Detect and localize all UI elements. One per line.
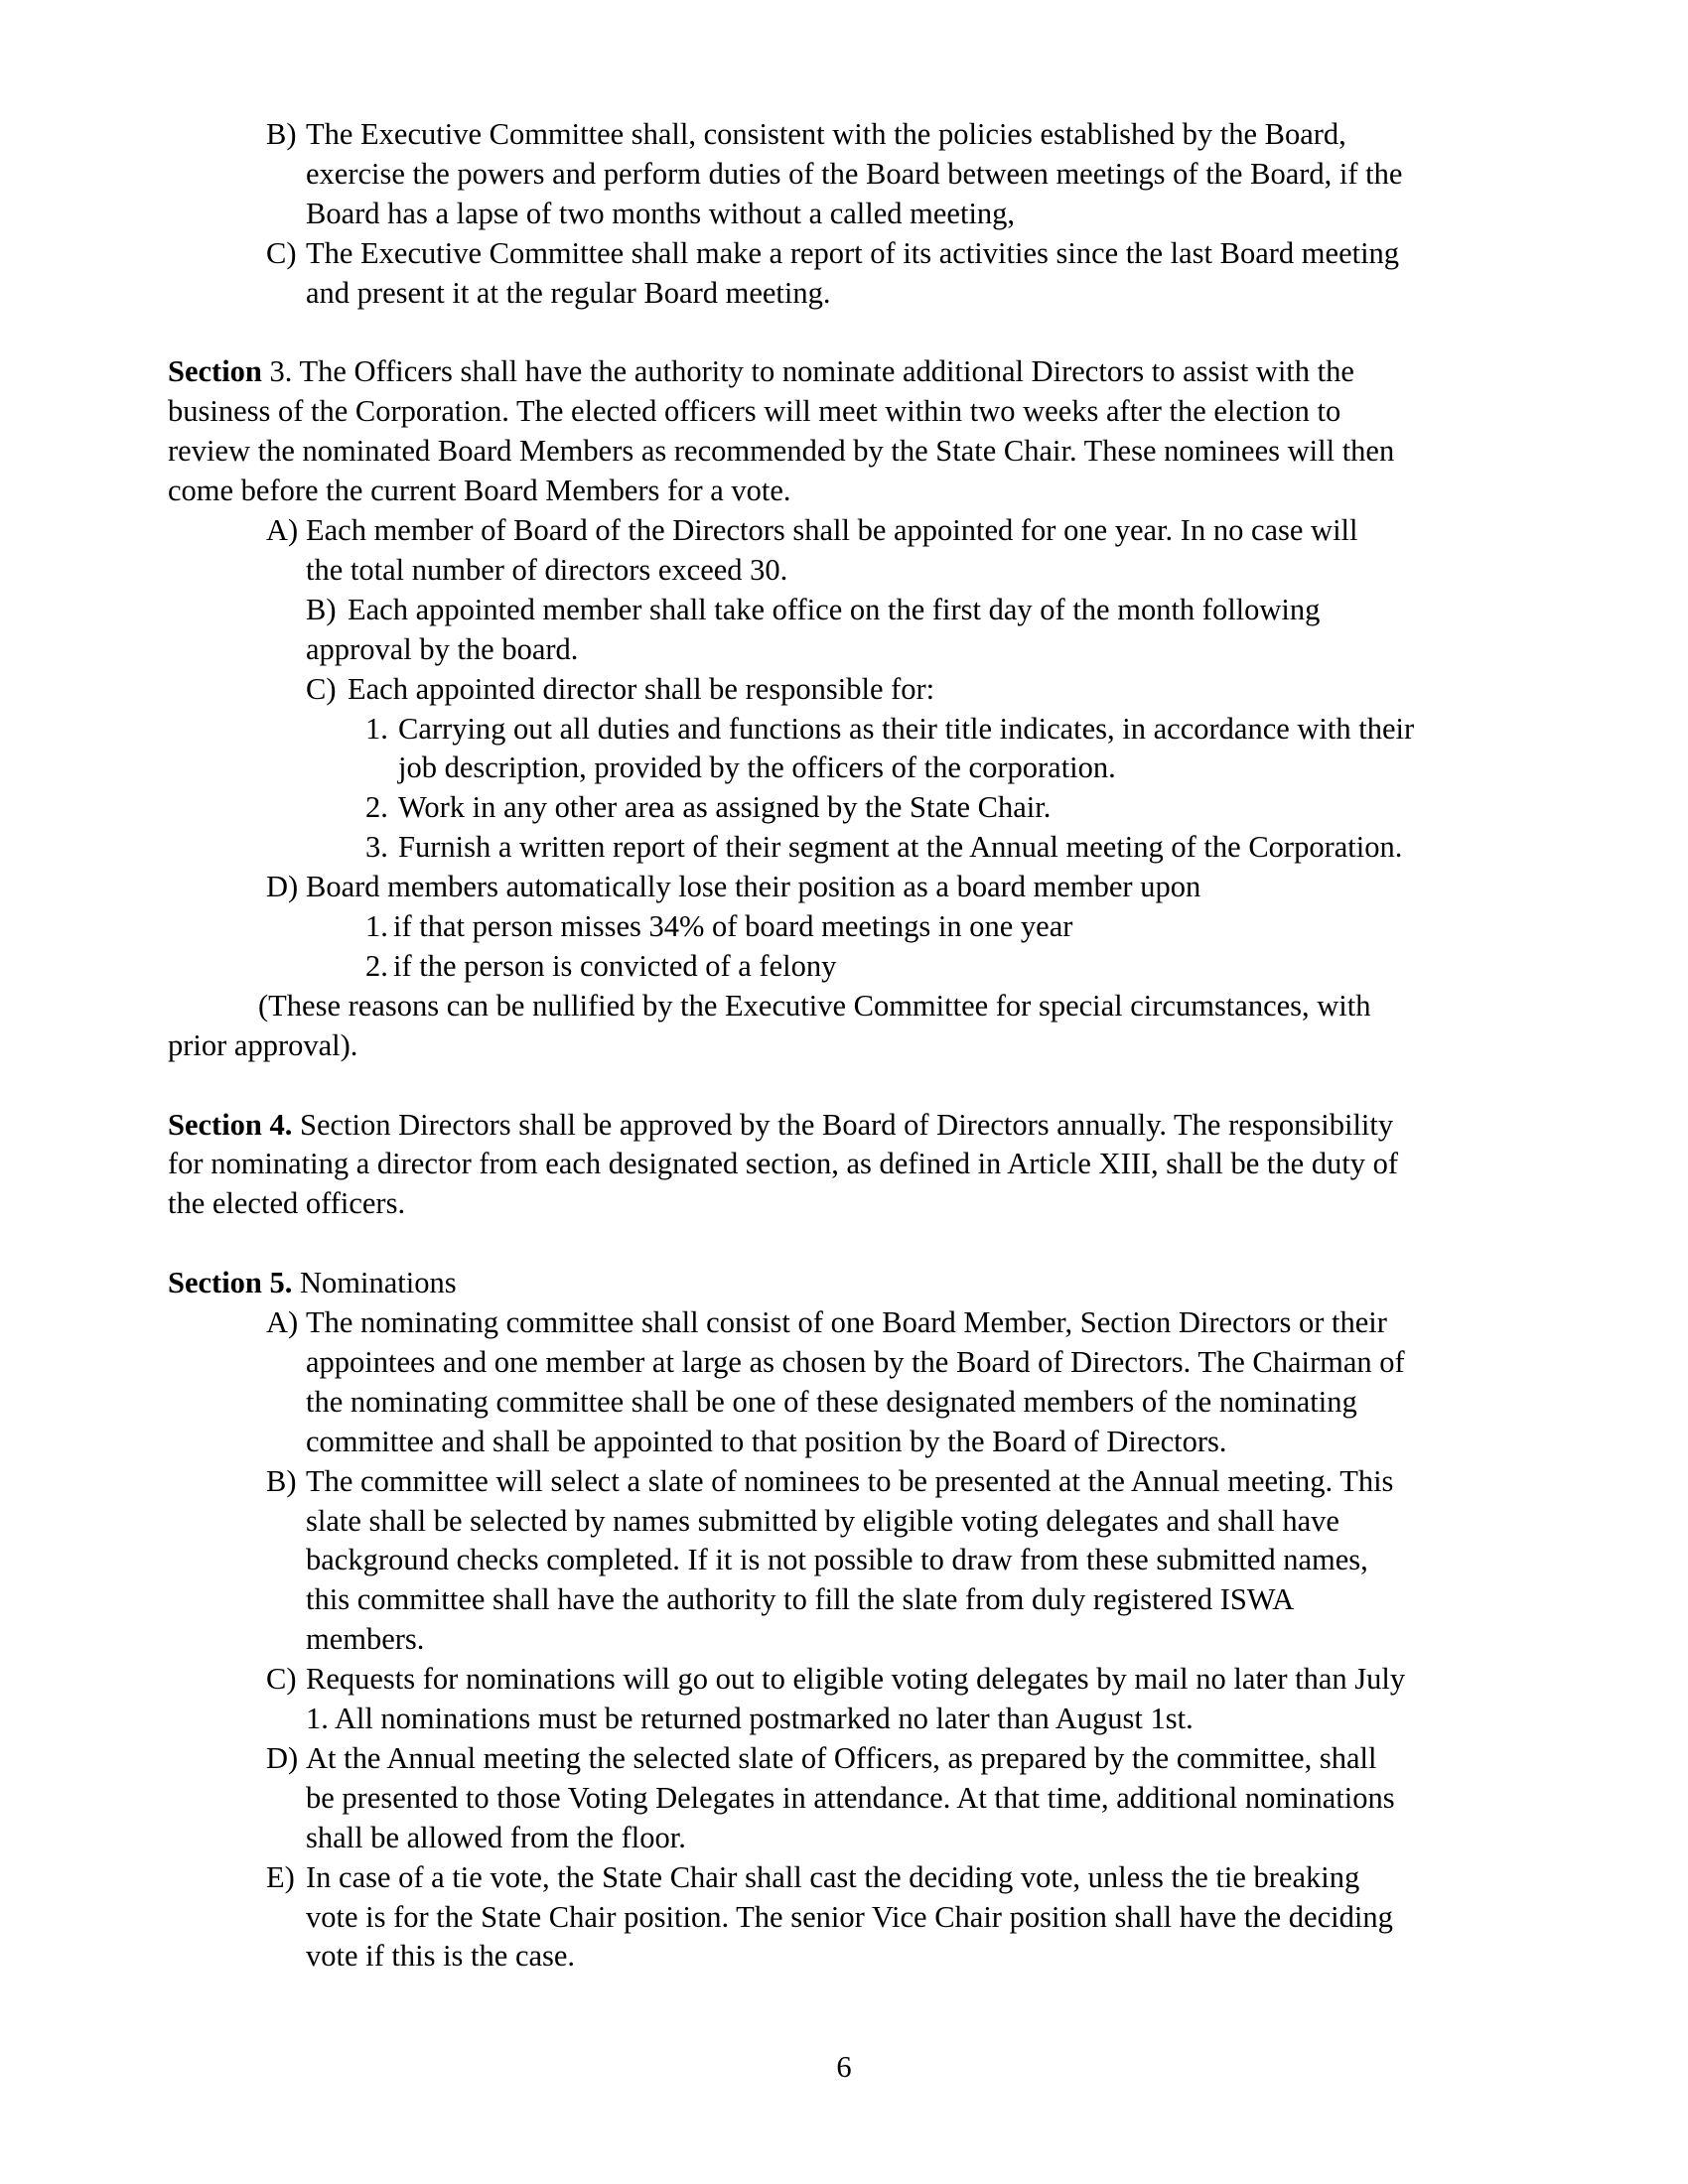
text-line: slate shall be selected by names submitted by eligible voting delegates and shall have — [306, 1503, 1339, 1538]
text-line: Requests for nominations will go out to eligible voting delegates by mail no later than July — [306, 1662, 1406, 1697]
list-item-marker: 1. — [365, 909, 388, 943]
page-number: 6 — [836, 2050, 852, 2084]
text-line: approval by the board. — [306, 631, 579, 666]
text-line: shall be allowed from the floor. — [306, 1820, 686, 1854]
section-heading: Section 4. — [168, 1107, 293, 1142]
text-line: if the person is convicted of a felony — [393, 948, 837, 983]
text-line: committee and shall be appointed to that position by the Board of Directors. — [306, 1424, 1227, 1458]
list-item-marker: C) — [266, 1662, 297, 1697]
list-item-marker: A) — [266, 1305, 299, 1339]
text-line: Each member of Board of the Directors shall be appointed for one year. In no case will — [306, 513, 1358, 547]
text-line: if that person misses 34% of board meetings in one year — [393, 909, 1073, 943]
text-line: review the nominated Board Members as recommended by the State Chair. These nominees will then — [168, 434, 1395, 469]
text-line: The nominating committee shall consist of one Board Member, Section Directors or their — [306, 1305, 1387, 1339]
list-item-marker: E) — [266, 1859, 295, 1894]
text-line: Board members automatically lose their position as a board member upon — [306, 870, 1201, 904]
text-line: The committee will select a slate of nominees to be presented at the Annual meeting. This — [306, 1463, 1394, 1498]
text-line: vote is for the State Chair position. The senior Vice Chair position shall have the deciding — [306, 1899, 1393, 1934]
text-line: Carrying out all duties and functions as their title indicates, in accordance with their — [398, 711, 1415, 746]
section-heading-line — [168, 351, 1354, 391]
text-line: this committee shall have the authority to fill the slate from duly registered ISWA — [306, 1582, 1295, 1617]
line-text: Section Directors shall be approved by the Board of Directors annually. The responsibility — [292, 1107, 1394, 1142]
text-line: be presented to those Voting Delegates in attendance. At that time, additional nominations — [306, 1780, 1395, 1815]
text-line: The Executive Committee shall, consistent with the policies established by the Board, — [306, 117, 1346, 151]
text-line: the elected officers. — [168, 1186, 406, 1221]
list-item-marker: 3. — [365, 830, 388, 865]
text-line: Furnish a written report of their segment at the Annual meeting of the Corporation. — [398, 830, 1403, 865]
list-item-marker: 2. — [365, 948, 388, 983]
text-line: for nominating a director from each designated section, as defined in Article XIII, shall be the duty of — [168, 1147, 1399, 1181]
text-line: job description, provided by the officers of the corporation. — [398, 751, 1116, 785]
text-line: (These reasons can be nullified by the Executive Committee for special circumstances, with — [258, 988, 1371, 1023]
text-line: Work in any other area as assigned by the State Chair. — [398, 790, 1052, 825]
text-line: exercise the powers and perform duties of the Board between meetings of the Board, if the — [306, 156, 1403, 191]
list-item-marker: A) — [266, 513, 299, 547]
list-item-marker: B) — [306, 592, 337, 626]
text-line: appointees and one member at large as chosen by the Board of Directors. The Chairman of — [306, 1344, 1405, 1379]
text-line: members. — [306, 1622, 425, 1657]
text-line: Board has a lapse of two months without a called meeting, — [306, 196, 1016, 230]
text-line: the total number of directors exceed 30. — [306, 552, 788, 587]
section-heading: Section 5. — [168, 1266, 293, 1300]
list-item-marker: 1. — [365, 711, 388, 746]
text-line: come before the current Board Members for a vote. — [168, 474, 791, 508]
section-heading-line — [168, 1105, 1393, 1145]
section-number: 3 — [261, 354, 285, 389]
list-item-marker: C) — [306, 671, 337, 706]
text-line: the nominating committee shall be one of these designated members of the nominating — [306, 1384, 1357, 1419]
text-line: business of the Corporation. The elected officers will meet within two weeks after the election to — [168, 394, 1341, 429]
list-item-marker: C) — [266, 235, 297, 270]
text-line: The Executive Committee shall make a report of its activities since the last Board meeting — [306, 235, 1400, 270]
list-item-marker: D) — [266, 870, 299, 904]
text-line: prior approval). — [168, 1027, 358, 1062]
text-line: background checks completed. If it is not possible to draw from these submitted names, — [306, 1543, 1368, 1577]
section-heading: Section — [168, 354, 262, 389]
text-line: Each appointed director shall be responsible for: — [348, 671, 935, 706]
text-line: Each appointed member shall take office on the first day of the month following — [348, 592, 1321, 626]
text-line: 1. All nominations must be returned postmarked no later than August 1st. — [306, 1702, 1194, 1735]
list-item-marker: D) — [266, 1740, 299, 1775]
line-text: Nominations — [292, 1266, 457, 1300]
text-line: and present it at the regular Board meeting. — [306, 275, 831, 310]
section-heading-line — [168, 1263, 457, 1302]
list-item-marker: B) — [266, 1463, 297, 1498]
list-item-marker: 2. — [365, 790, 388, 825]
text-line: In case of a tie vote, the State Chair shall cast the deciding vote, unless the tie breaking — [306, 1859, 1360, 1894]
list-item-marker: B) — [266, 117, 297, 151]
line-text: . The Officers shall have the authority to nominate additional Directors to assist with the — [284, 354, 1354, 389]
text-line: At the Annual meeting the selected slate of Officers, as prepared by the committee, shall — [306, 1740, 1377, 1775]
text-line: vote if this is the case. — [306, 1939, 576, 1974]
